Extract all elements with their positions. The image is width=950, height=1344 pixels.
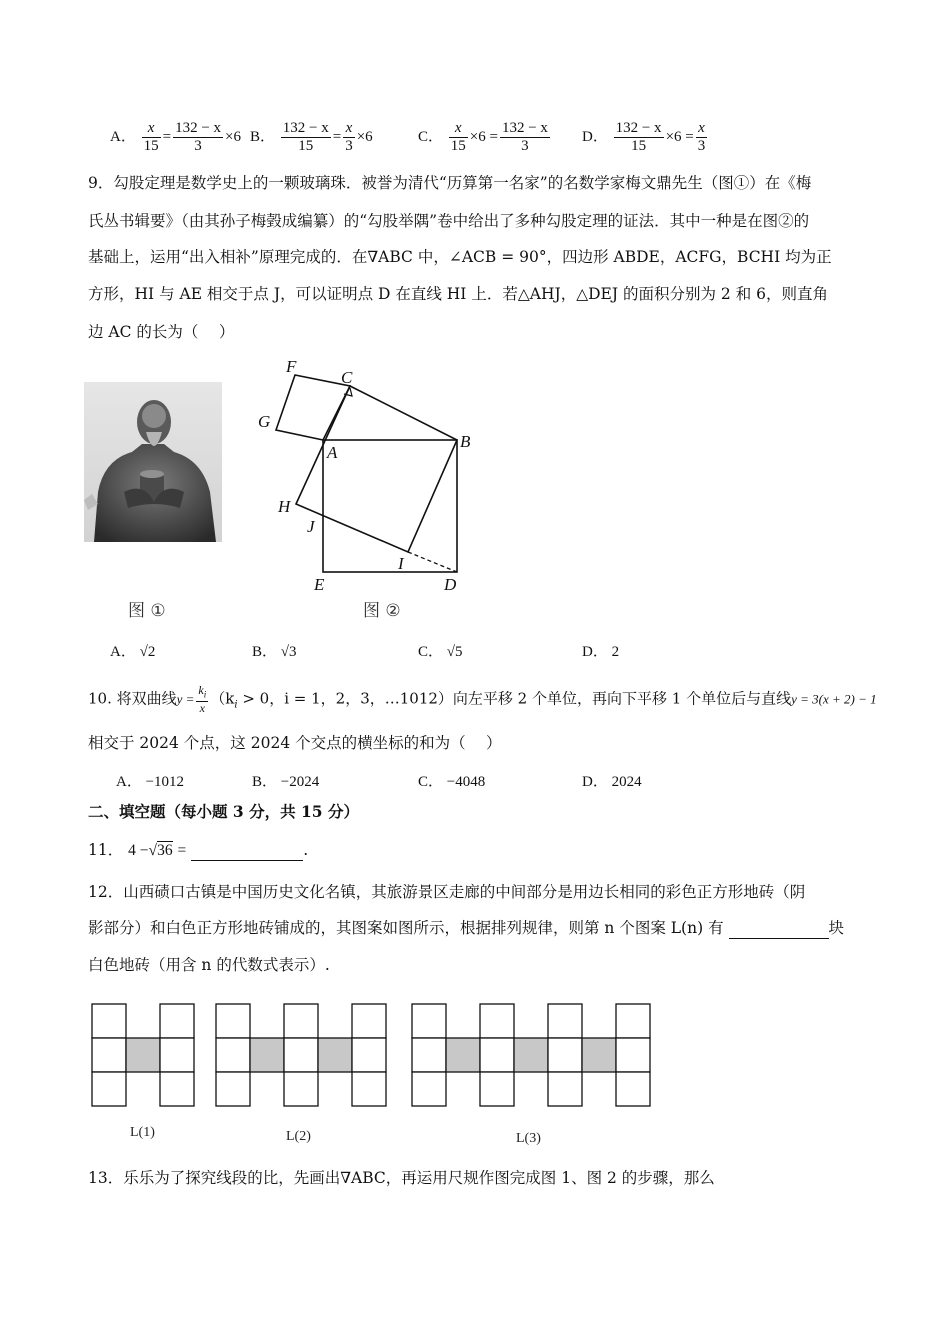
point-label-c: C (341, 368, 353, 387)
q9-line-1: 9．勾股定理是数学史上的一颗玻璃珠．被誉为清代“历算第一名家”的名数学家梅文鼎先生（图①）在《梅 (88, 174, 812, 192)
q10-line-1: 10. 将双曲线y = $\frac{k_i}{x}$ （$k_i > 0$，i = 1，2，3，…1012）向左平移 2 个单位，再向下平移 1 个单位后与直线y = 3(x + 2) − 1 (88, 683, 877, 716)
white-tile (216, 1038, 250, 1072)
shaded-tile (250, 1038, 284, 1072)
q9-option-c: C． √5 (418, 644, 463, 660)
q11-line: 11． 4 −√36 = . (88, 841, 309, 859)
q10-option-b: B． −2024 (252, 774, 320, 790)
white-tile (160, 1072, 194, 1106)
q8-option-a: A． $\frac{x}{15}$ = $\frac{132 - x}{3}$ ×6 (110, 120, 241, 154)
q10-option-a: A． −1012 (116, 774, 185, 790)
white-tile (92, 1072, 126, 1106)
shaded-tile (582, 1038, 616, 1072)
point-label-a: A (327, 443, 338, 462)
pattern-label-l1: L(1) (130, 1125, 155, 1140)
q11-answer-blank[interactable] (191, 840, 303, 861)
white-tile (480, 1038, 514, 1072)
point-label-i: I (398, 554, 404, 573)
white-tile (616, 1072, 650, 1106)
q12-line-2: 影部分）和白色正方形地砖铺成的，其图案如图所示，根据排列规律，则第 n 个图案 L(n) 有 块 (88, 919, 845, 937)
white-tile (284, 1038, 318, 1072)
q12-line-1: 12．山西碛口古镇是中国历史文化名镇，其旅游景区走廊的中间部分是用边长相同的彩色正方形地砖（阴 (88, 883, 806, 901)
white-tile (548, 1004, 582, 1038)
q12-line-3: 白色地砖（用含 n 的代数式表示）. (88, 956, 330, 974)
white-tile (412, 1038, 446, 1072)
white-tile (284, 1004, 318, 1038)
q9-line-5: 边 AC 的长为（ ） (88, 323, 235, 341)
square-bchi (296, 386, 457, 552)
white-tile (548, 1038, 582, 1072)
q10-line-2: 相交于 2024 个点，这 2024 个交点的横坐标的和为（ ） (88, 734, 502, 752)
point-label-j: J (307, 517, 315, 536)
point-label-g: G (258, 412, 271, 431)
q8-option-c: C． $\frac{x}{15}$ ×6 = $\frac{132 - x}{3}$ (418, 120, 548, 154)
white-tile (216, 1072, 250, 1106)
shaded-tile (126, 1038, 160, 1072)
shaded-tile (514, 1038, 548, 1072)
point-label-d: D (444, 575, 457, 594)
fig1-caption: 图 ① (128, 601, 166, 621)
white-tile (616, 1004, 650, 1038)
q9-option-b: B． √3 (252, 644, 297, 660)
white-tile (548, 1072, 582, 1106)
shaded-tile (318, 1038, 352, 1072)
tile-patterns (88, 1000, 663, 1150)
white-tile (352, 1072, 386, 1106)
q8-option-b: B． $\frac{132 - x}{15}$ = $\frac{x}{3}$ ×6 (250, 120, 373, 154)
q9-option-d: D． 2 (582, 644, 620, 660)
white-tile (480, 1004, 514, 1038)
q9-line-4: 方形，HI 与 AE 相交于点 J，可以证明点 D 在直线 HI 上．若△AHJ，△DEJ 的面积分别为 2 和 6，则直角 (88, 285, 828, 303)
q13-line: 13．乐乐为了探究线段的比，先画出∇ABC，再运用尺规作图完成图 1、图 2 的步骤，那么 (88, 1169, 715, 1187)
white-tile (480, 1072, 514, 1106)
square-abde (323, 440, 457, 572)
q10-option-d: D． 2024 (582, 774, 642, 790)
section-title: 二、填空题（每小题 3 分，共 15 分） (88, 802, 359, 821)
white-tile (412, 1072, 446, 1106)
q9-line-3: 基础上，运用“出入相补”原理完成的．在∇ABC 中，∠ACB = 90°，四边形 ABDE，ACFG，BCHI 均为正 (88, 248, 832, 266)
q12-answer-blank[interactable] (729, 918, 829, 939)
white-tile (216, 1004, 250, 1038)
statue-photo (84, 382, 222, 542)
q8-option-d: D． $\frac{132 - x}{15}$ ×6 = $\frac{x}{3}$ (582, 120, 706, 154)
pattern-label-l2: L(2) (286, 1129, 311, 1144)
q9-line-2: 氏丛书辑要》（由其孙子梅瑴成编纂）的“勾股举隅”卷中给出了多种勾股定理的证法．其中一种是在图②的 (88, 212, 810, 230)
white-tile (616, 1038, 650, 1072)
white-tile (160, 1004, 194, 1038)
point-label-f: F (286, 357, 297, 376)
white-tile (160, 1038, 194, 1072)
white-tile (412, 1004, 446, 1038)
white-tile (352, 1004, 386, 1038)
point-label-e: E (314, 575, 325, 594)
white-tile (352, 1038, 386, 1072)
point-label-h: H (278, 497, 291, 516)
dashed-segment-id (408, 552, 457, 572)
white-tile (92, 1038, 126, 1072)
white-tile (92, 1004, 126, 1038)
square-acfg (276, 375, 350, 440)
fig2-caption: 图 ② (363, 601, 401, 621)
geometry-figure (250, 352, 490, 597)
point-label-b: B (460, 432, 471, 451)
shaded-tile (446, 1038, 480, 1072)
pattern-label-l3: L(3) (516, 1131, 541, 1146)
white-tile (284, 1072, 318, 1106)
q9-option-a: A． √2 (110, 644, 156, 660)
q10-option-c: C． −4048 (418, 774, 486, 790)
